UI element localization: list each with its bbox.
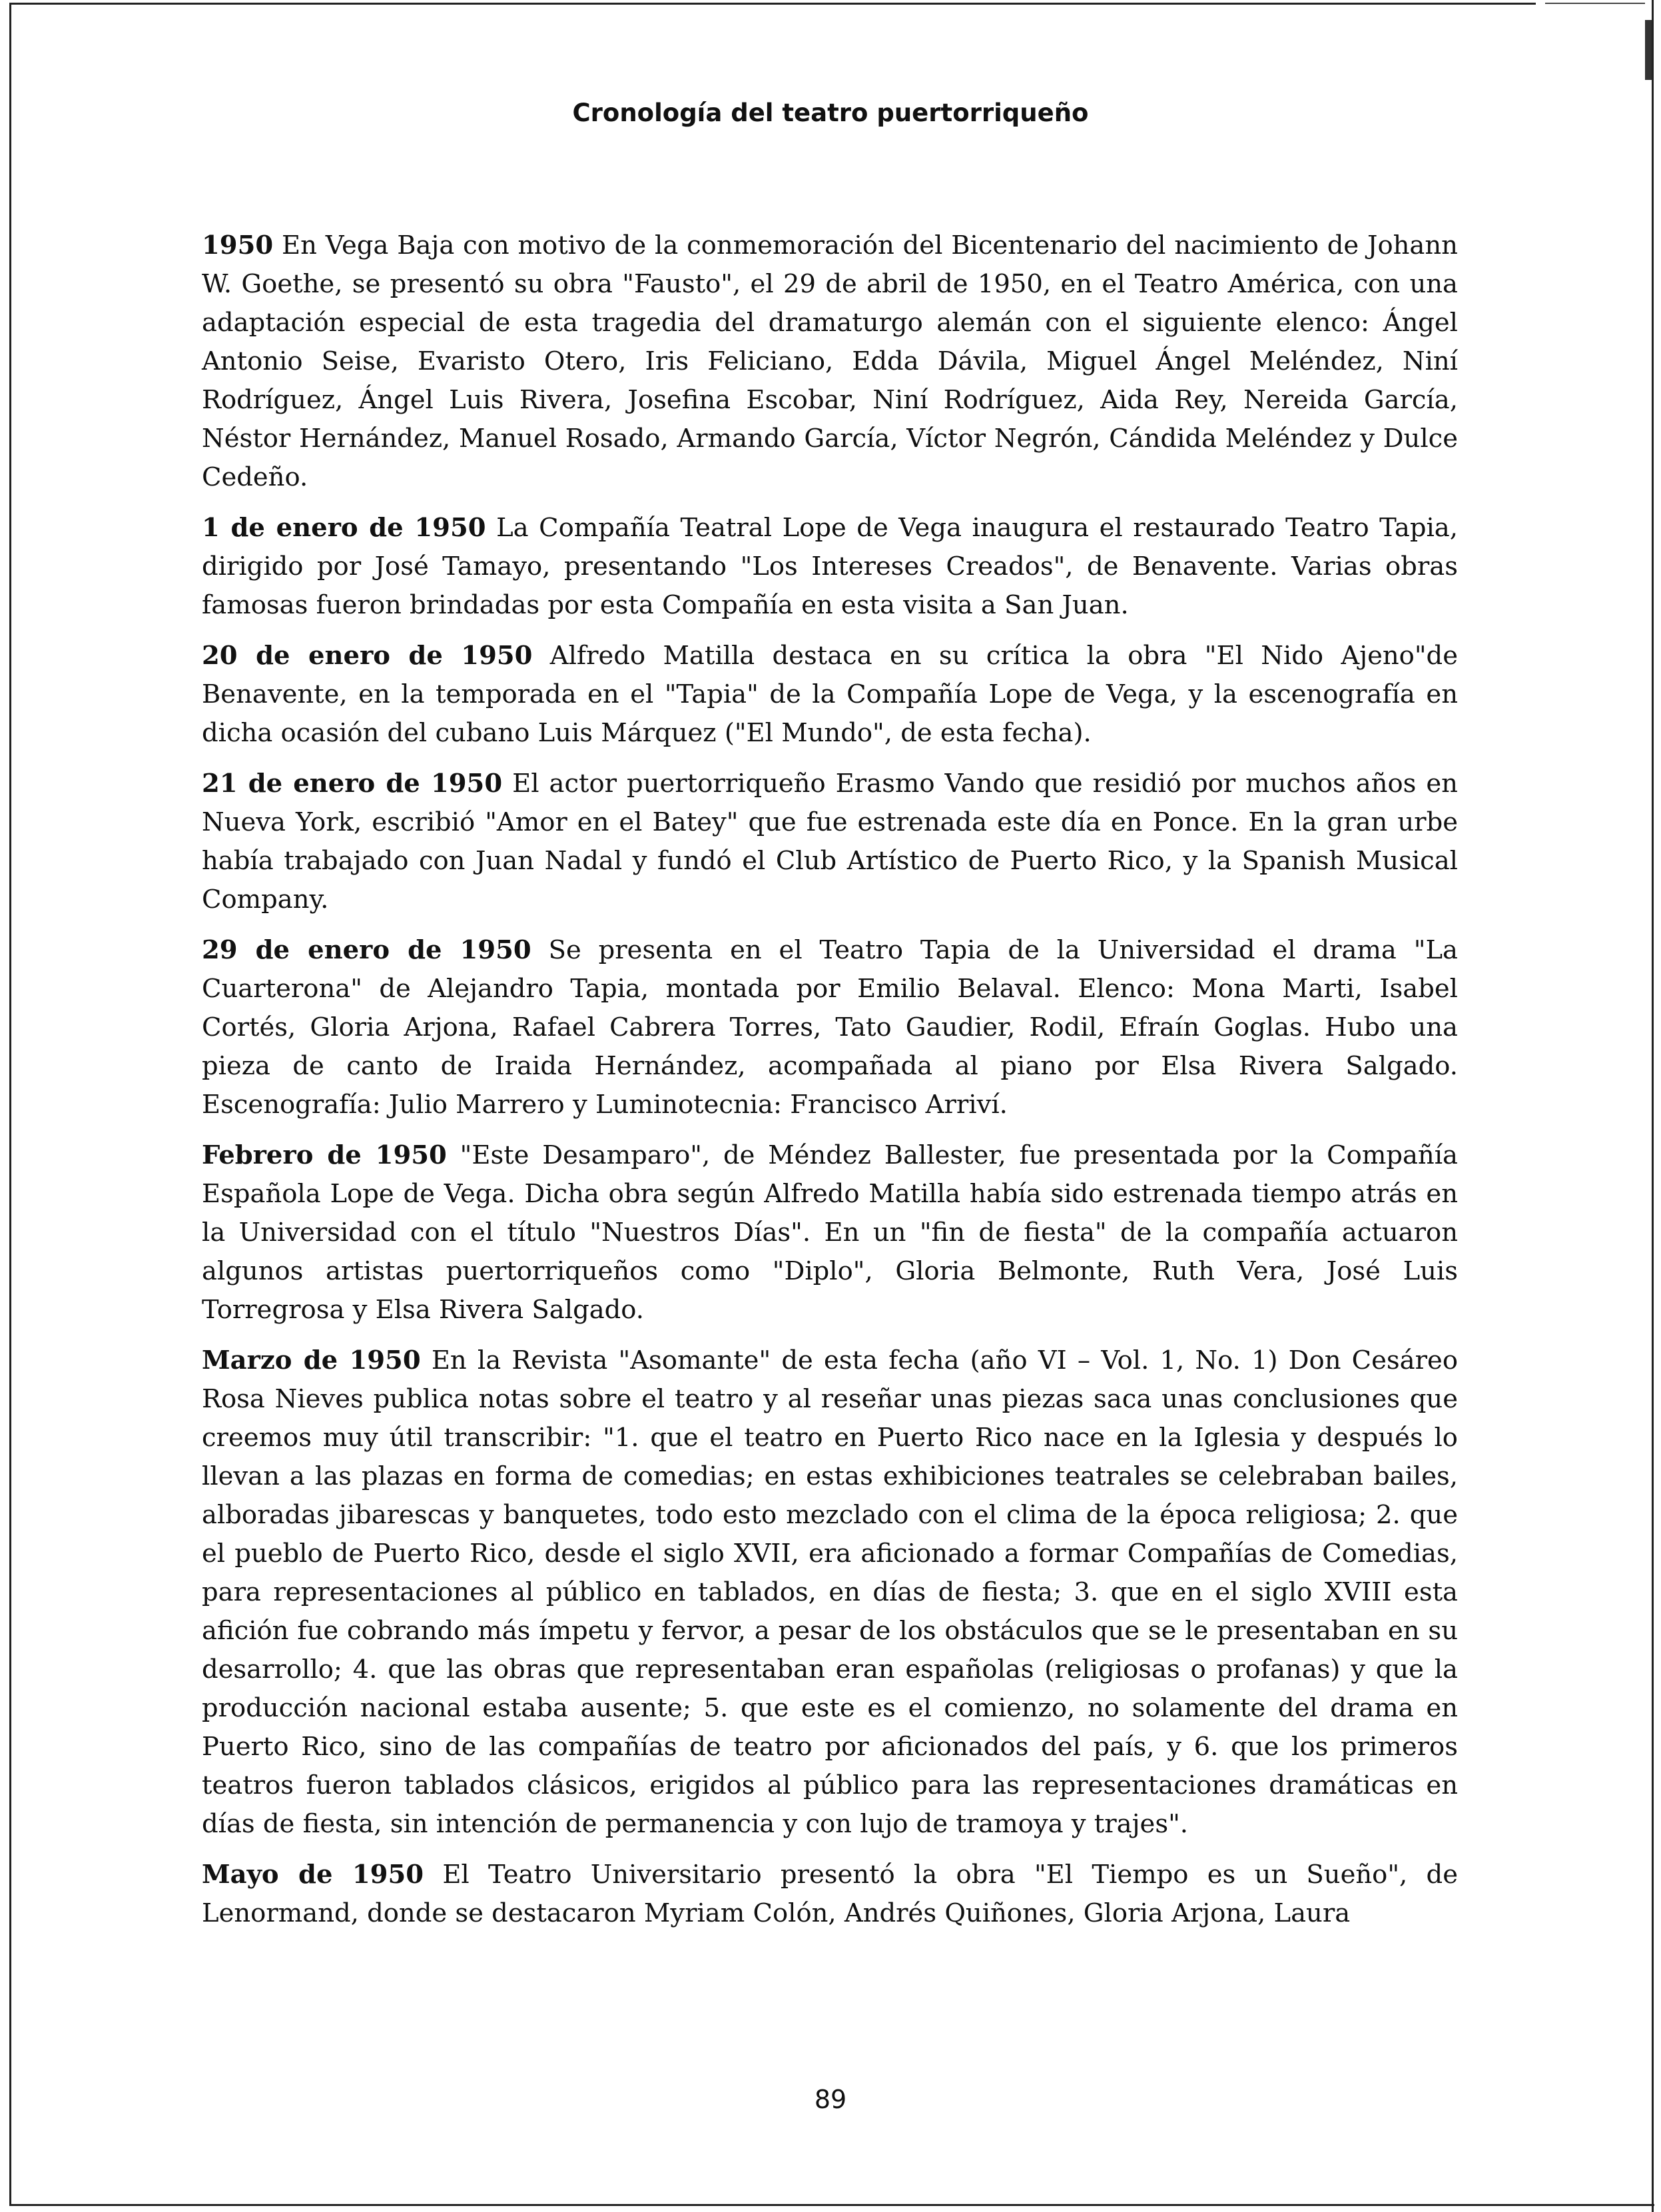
entry-text: El actor puertorriqueño Erasmo Vando que residió por muchos años en Nueva York, escribió "Amor en el Batey" que fue estrenada este día en Ponce. En la gran urbe había trabajado con Juan Nadal y fundó el Club Artístico de Puerto Rico, y la Spanish Musical Company. bbox=[202, 769, 1458, 915]
entry-febrero-1950 bbox=[202, 1136, 1458, 1329]
entry-date: 20 de enero de 1950 bbox=[202, 641, 533, 671]
entry-text: Se presenta en el Teatro Tapia de la Universidad el drama "La Cuarterona" de Alejandro Tapia, montada por Emilio Belaval. Elenco: Mona Marti, Isabel Cortés, Gloria Arjona, Rafael Cabrera Torres, Tato Gaudier, Rodil, Efraín Goglas. Hubo una pieza de canto de Iraida Hernández, acompañada al piano por Elsa Rivera Salgado. Escenografía: Julio Marrero y Luminotecnia: Francisco Arriví. bbox=[202, 935, 1458, 1120]
page-border-bottom bbox=[9, 2204, 1654, 2206]
entry-date: Febrero de 1950 bbox=[202, 1140, 447, 1170]
entry-text: Alfredo Matilla destaca en su crítica la obra "El Nido Ajeno"de Benavente, en la temporada en el "Tapia" de la Compañía Lope de Vega, y la escenografía en dicha ocasión del cubano Luis Márquez ("El Mundo", de esta fecha). bbox=[202, 641, 1458, 748]
entry-marzo-1950 bbox=[202, 1341, 1458, 1844]
page-border-top-right bbox=[1545, 3, 1645, 4]
entry-20-enero-1950 bbox=[202, 637, 1458, 753]
running-header: Cronología del teatro puertorriqueño bbox=[572, 99, 1089, 127]
page-border-top bbox=[9, 3, 1536, 5]
chronology-body bbox=[202, 226, 1458, 1945]
page-border-right bbox=[1652, 0, 1654, 2212]
entry-29-enero-1950 bbox=[202, 931, 1458, 1124]
entry-date: 1 de enero de 1950 bbox=[202, 513, 486, 543]
entry-1950 bbox=[202, 226, 1458, 497]
entry-date: Mayo de 1950 bbox=[202, 1860, 424, 1890]
entry-date: 29 de enero de 1950 bbox=[202, 935, 531, 965]
entry-text: La Compañía Teatral Lope de Vega inaugura el restaurado Teatro Tapia, dirigido por José Tamayo, presentando "Los Intereses Creados", de Benavente. Varias obras famosas fueron brindadas por esta Compañía en esta visita a San Juan. bbox=[202, 513, 1458, 620]
entry-text: En Vega Baja con motivo de la conmemoración del Bicentenario del nacimiento de Johann W. Goethe, se presentó su obra "Fausto", el 29 de abril de 1950, en el Teatro América, con una adaptación especial de esta tragedia del dramaturgo alemán con el siguiente elenco: Ángel Antonio Seise, Evaristo Otero, Iris Feliciano, Edda Dávila, Miguel Ángel Meléndez, Niní Rodríguez, Ángel Luis Rivera, Josefina Escobar, Niní Rodríguez, Aida Rey, Nereida García, Néstor Hernández, Manuel Rosado, Armando García, Víctor Negrón, Cándida Meléndez y Dulce Cedeño. bbox=[202, 230, 1458, 492]
entry-21-enero-1950 bbox=[202, 765, 1458, 919]
page-number: 89 bbox=[814, 2085, 847, 2114]
entry-text: En la Revista "Asomante" de esta fecha (año VI – Vol. 1, No. 1) Don Cesáreo Rosa Nieves publica notas sobre el teatro y al reseñar unas piezas saca unas conclusiones que creemos muy útil transcribir: "1. que el teatro en Puerto Rico nace en la Iglesia y después lo llevan a las plazas en forma de comedias; en estas exhibiciones teatrales se celebraban bailes, alboradas jibarescas y banquetes, todo esto mezclado con el clima de la época religiosa; 2. que el pueblo de Puerto Rico, desde el siglo XVII, era aficionado a formar Compañías de Comedias, para representaciones al público en tablados, en días de fiesta; 3. que en el siglo XVIII esta afición fue cobrando más ímpetu y fervor, a pesar de los obstáculos que se le presentaban en su desarrollo; 4. que las obras que representaban eran españolas (religiosas o profanas) y que la producción nacional estaba ausente; 5. que este es el comienzo, no solamente del drama en Puerto Rico, sino de las compañías de teatro por aficionados del país, y 6. que los primeros teatros fueron tablados clásicos, erigidos al público para las representaciones dramáticas en días de fiesta, sin intención de permanencia y con lujo de tramoya y trajes". bbox=[202, 1345, 1458, 1839]
entry-text: "Este Desamparo", de Méndez Ballester, fue presentada por la Compañía Española Lope de Vega. Dicha obra según Alfredo Matilla había sido estrenada tiempo atrás en la Universidad con el título "Nuestros Días". En un "fin de fiesta" de la compañía actuaron algunos artistas puertorriqueños como "Diplo", Gloria Belmonte, Ruth Vera, José Luis Torregrosa y Elsa Rivera Salgado. bbox=[202, 1140, 1458, 1325]
entry-date: Marzo de 1950 bbox=[202, 1345, 421, 1375]
entry-mayo-1950 bbox=[202, 1856, 1458, 1933]
entry-date: 21 de enero de 1950 bbox=[202, 769, 503, 799]
page-border-left bbox=[9, 3, 11, 2205]
page-border-right-mark bbox=[1645, 20, 1652, 80]
entry-1-enero-1950 bbox=[202, 509, 1458, 625]
entry-date: 1950 bbox=[202, 230, 274, 260]
entry-text: El Teatro Universitario presentó la obra "El Tiempo es un Sueño", de Lenormand, donde se destacaron Myriam Colón, Andrés Quiñones, Gloria Arjona, Laura bbox=[202, 1860, 1458, 1928]
